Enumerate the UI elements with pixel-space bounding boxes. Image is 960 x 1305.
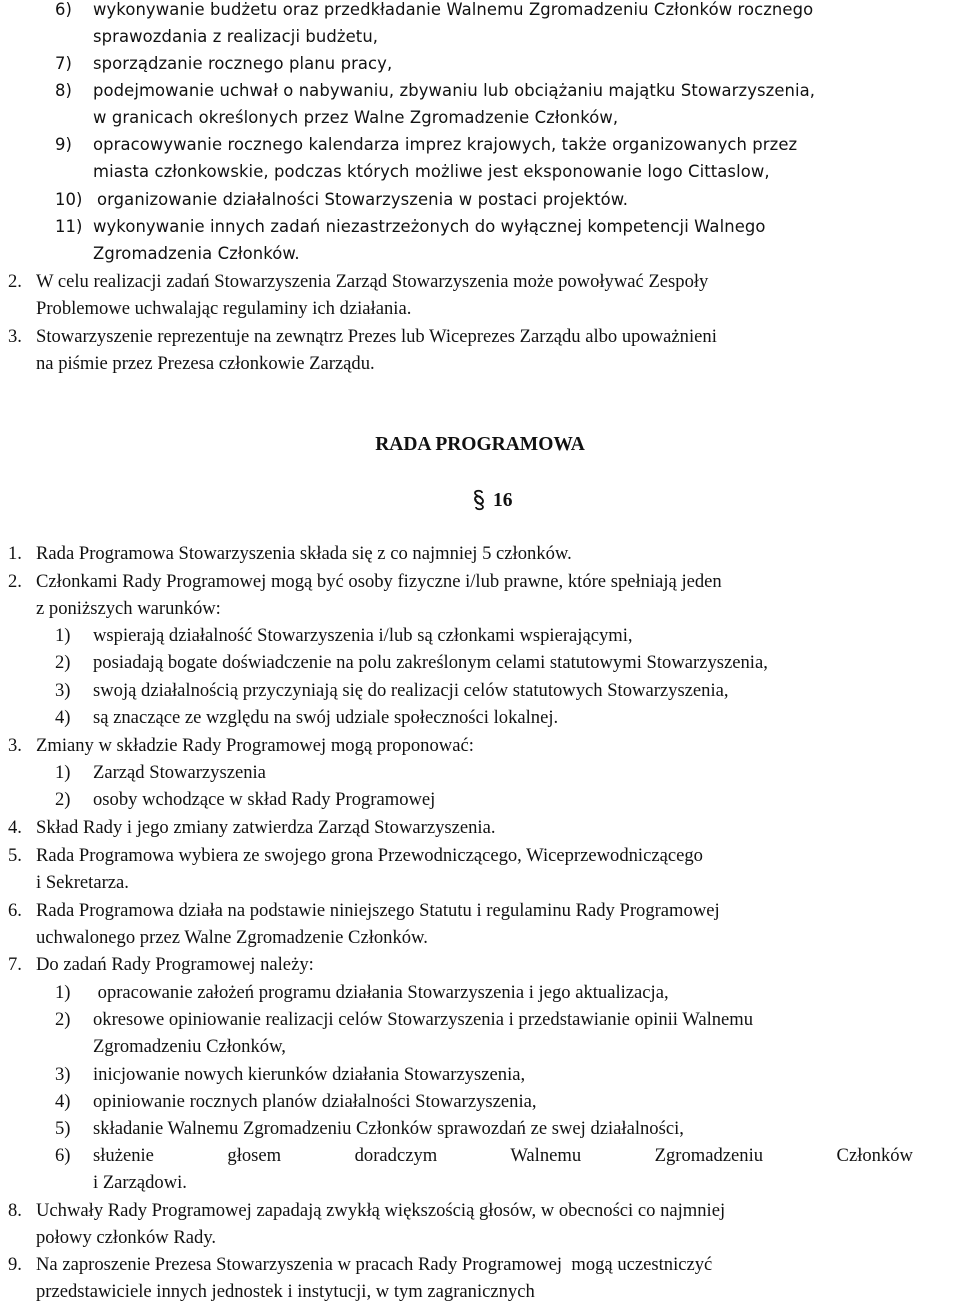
sub-point-text: Zarząd Stowarzyszenia bbox=[93, 762, 266, 783]
point-number: 2. bbox=[8, 271, 22, 292]
sub-point-number: 3) bbox=[55, 1064, 71, 1085]
point-text: uchwalonego przez Walne Zgromadzenie Członków. bbox=[36, 927, 428, 948]
point-number: 3. bbox=[8, 326, 22, 347]
point-number: 6. bbox=[8, 900, 22, 921]
point-text: Uchwały Rady Programowej zapadają zwykłą większością głosów, w obecności co najmniej bbox=[36, 1200, 726, 1221]
list-item-number: 9) bbox=[55, 135, 73, 154]
sub-point-number: 2) bbox=[55, 789, 71, 810]
section-number: 16 bbox=[493, 490, 513, 511]
sub-point-text: składanie Walnemu Zgromadzeniu Członków sprawozdań ze swej działalności, bbox=[93, 1118, 684, 1139]
sub-point-number: 2) bbox=[55, 652, 71, 673]
sub-point-number: 2) bbox=[55, 1009, 71, 1030]
point-text: W celu realizacji zadań Stowarzyszenia Zarząd Stowarzyszenia może powoływać Zespoły bbox=[36, 271, 709, 292]
list-item-text: opracowywanie rocznego kalendarza imprez krajowych, także organizowanych przez bbox=[93, 135, 798, 154]
list-item-text: Zgromadzenia Członków. bbox=[93, 244, 300, 263]
point-text: na piśmie przez Prezesa członkowie Zarządu. bbox=[36, 353, 375, 374]
list-item-text: sprawozdania z realizacji budżetu, bbox=[93, 27, 379, 46]
sub-point-number: 1) bbox=[55, 625, 71, 646]
sub-point-text: inicjowanie nowych kierunków działania Stowarzyszenia, bbox=[93, 1064, 526, 1085]
point-number: 9. bbox=[8, 1254, 22, 1275]
point-text: przedstawiciele innych jednostek i instytucji, w tym zagranicznych bbox=[36, 1281, 535, 1302]
sub-point-text: są znaczące ze względu na swój udziale społeczności lokalnej. bbox=[93, 707, 559, 728]
sub-point-number: 1) bbox=[55, 762, 71, 783]
sub-point-text: osoby wchodzące w skład Rady Programowej bbox=[93, 789, 436, 810]
sub-point-text: służenie głosem doradczym Walnemu Zgromadzeniu Członków bbox=[93, 1145, 913, 1166]
point-text: Stowarzyszenie reprezentuje na zewnątrz Prezes lub Wiceprezes Zarządu albo upoważnieni bbox=[36, 326, 717, 347]
list-item-text: organizowanie działalności Stowarzyszenia w postaci projektów. bbox=[97, 190, 629, 209]
sub-point-number: 1) bbox=[55, 982, 71, 1003]
point-number: 4. bbox=[8, 817, 22, 838]
list-item-number: 10) bbox=[55, 190, 83, 209]
point-text: Członkami Rady Programowej mogą być osoby fizyczne i/lub prawne, które spełniają jeden bbox=[36, 571, 722, 592]
point-number: 2. bbox=[8, 571, 22, 592]
point-number: 1. bbox=[8, 543, 22, 564]
sub-point-text: posiadają bogate doświadczenie na polu zakreślonym celami statutowymi Stowarzyszenia, bbox=[93, 652, 768, 673]
section-title: RADA PROGRAMOWA bbox=[375, 434, 585, 455]
list-item-text: wykonywanie budżetu oraz przedkładanie Walnemu Zgromadzeniu Członków rocznego bbox=[93, 0, 814, 19]
list-item-text: miasta członkowskie, podczas których możliwe jest eksponowanie logo Cittaslow, bbox=[93, 162, 770, 181]
list-item-number: 7) bbox=[55, 54, 73, 73]
list-item-number: 11) bbox=[55, 217, 83, 236]
point-number: 5. bbox=[8, 845, 22, 866]
point-number: 8. bbox=[8, 1200, 22, 1221]
list-item-text: wykonywanie innych zadań niezastrzeżonych do wyłącznej kompetencji Walnego bbox=[93, 217, 766, 236]
sub-point-text: i Zarządowi. bbox=[93, 1172, 187, 1193]
sub-point-text: wspierają działalność Stowarzyszenia i/lub są członkami wspierającymi, bbox=[93, 625, 633, 646]
point-text: Skład Rady i jego zmiany zatwierdza Zarząd Stowarzyszenia. bbox=[36, 817, 496, 838]
point-text: Rada Programowa wybiera ze swojego grona Przewodniczącego, Wiceprzewodniczącego bbox=[36, 845, 703, 866]
list-item-number: 6) bbox=[55, 0, 73, 19]
list-item-text: sporządzanie rocznego planu pracy, bbox=[93, 54, 393, 73]
point-text: Na zaproszenie Prezesa Stowarzyszenia w pracach Rady Programowej mogą uczestniczyć bbox=[36, 1254, 713, 1275]
sub-point-text: opracowanie założeń programu działania Stowarzyszenia i jego aktualizacja, bbox=[93, 982, 669, 1003]
list-item-text: w granicach określonych przez Walne Zgromadzenie Członków, bbox=[93, 108, 619, 127]
point-number: 3. bbox=[8, 735, 22, 756]
list-item-number: 8) bbox=[55, 81, 73, 100]
sub-point-text: okresowe opiniowanie realizacji celów Stowarzyszenia i przedstawianie opinii Walnemu bbox=[93, 1009, 754, 1030]
point-text: Rada Programowa działa na podstawie niniejszego Statutu i regulaminu Rady Programowej bbox=[36, 900, 720, 921]
sub-point-text: opiniowanie rocznych planów działalności Stowarzyszenia, bbox=[93, 1091, 537, 1112]
point-text: z poniższych warunków: bbox=[36, 598, 221, 619]
list-item-text: podejmowanie uchwał o nabywaniu, zbywaniu lub obciążaniu majątku Stowarzyszenia, bbox=[93, 81, 816, 100]
point-text: Do zadań Rady Programowej należy: bbox=[36, 954, 314, 975]
sub-point-number: 3) bbox=[55, 680, 71, 701]
point-text: Problemowe uchwalając regulaminy ich działania. bbox=[36, 298, 412, 319]
point-text: i Sekretarza. bbox=[36, 872, 129, 893]
sub-point-text: swoją działalnością przyczyniają się do realizacji celów statutowych Stowarzyszenia, bbox=[93, 680, 729, 701]
sub-point-number: 4) bbox=[55, 1091, 71, 1112]
section-sign-icon bbox=[471, 488, 487, 512]
point-text: Zmiany w składzie Rady Programowej mogą proponować: bbox=[36, 735, 474, 756]
sub-point-number: 6) bbox=[55, 1145, 71, 1166]
sub-point-text: Zgromadzeniu Członków, bbox=[93, 1036, 286, 1057]
point-text: Rada Programowa Stowarzyszenia składa się z co najmniej 5 członków. bbox=[36, 543, 572, 564]
sub-point-number: 4) bbox=[55, 707, 71, 728]
sub-point-number: 5) bbox=[55, 1118, 71, 1139]
point-text: połowy członków Rady. bbox=[36, 1227, 217, 1248]
point-number: 7. bbox=[8, 954, 22, 975]
